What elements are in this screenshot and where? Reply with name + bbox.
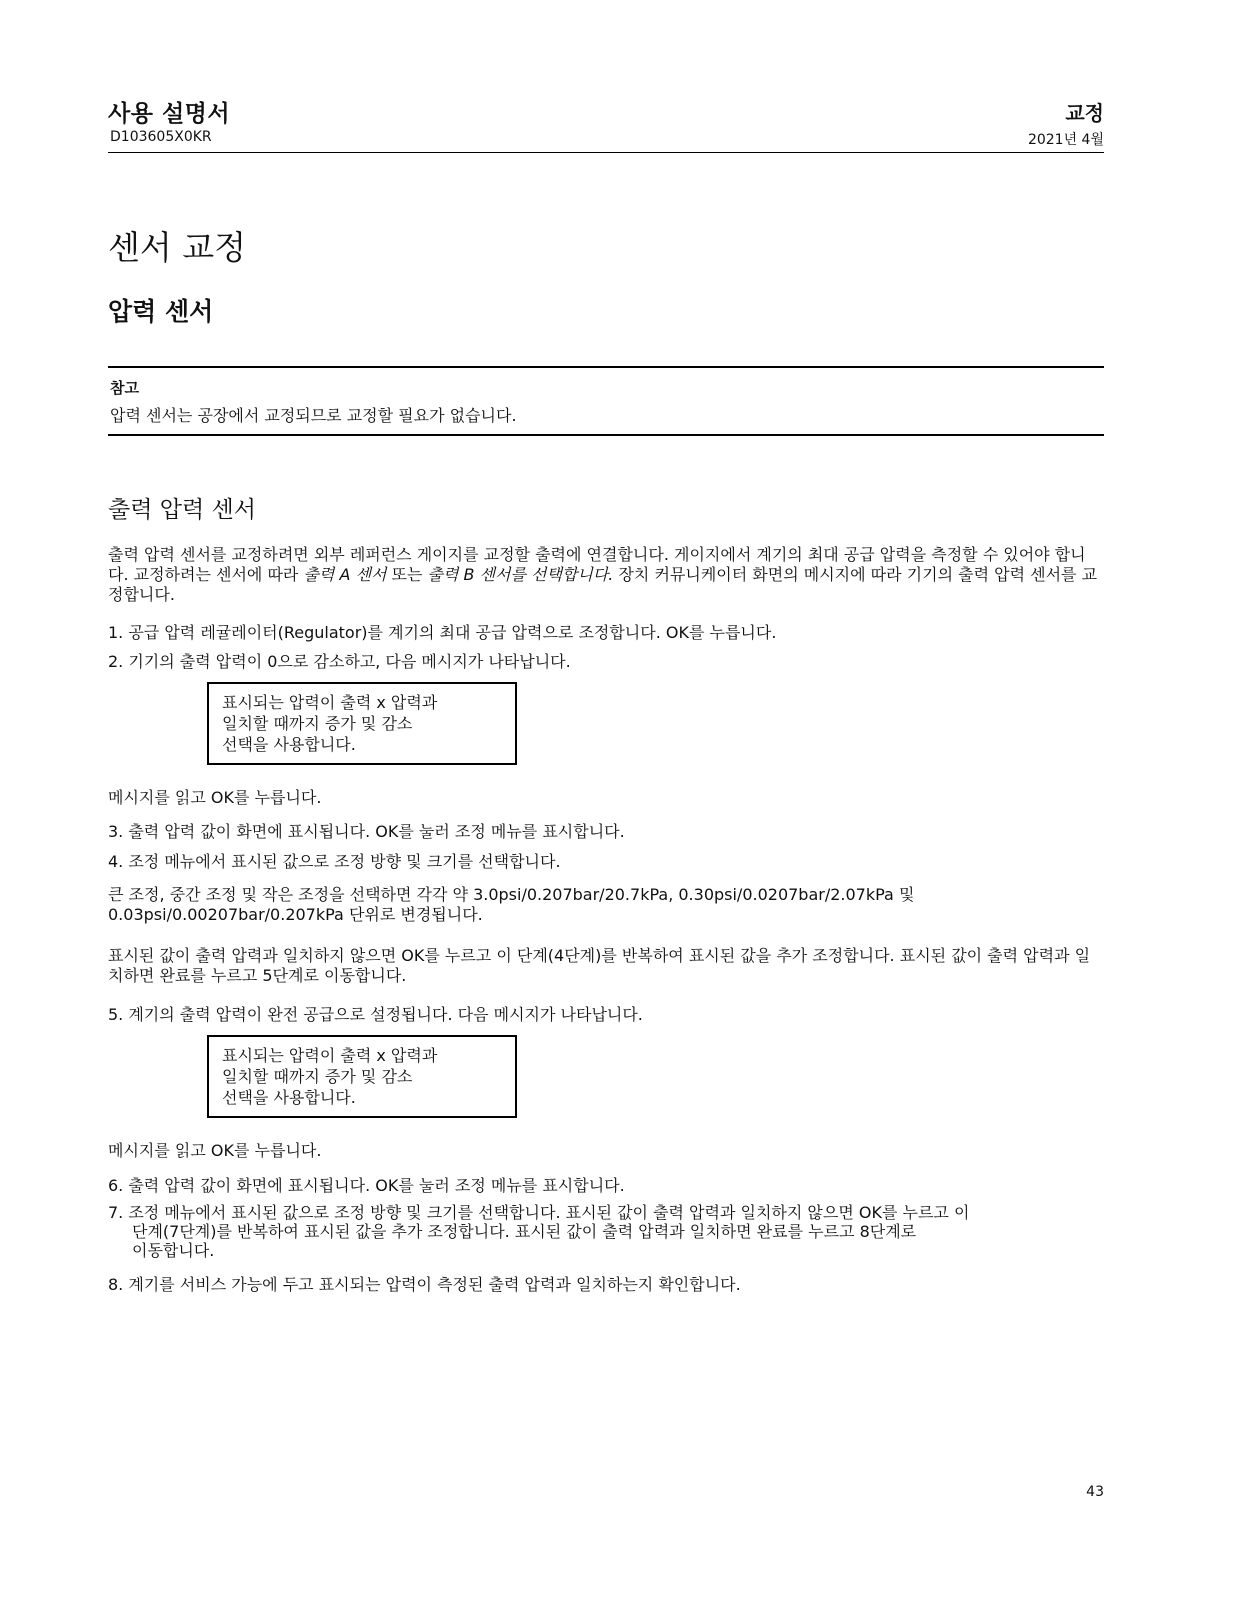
- page-number: 43: [1086, 1484, 1104, 1500]
- section-name: 교정: [1065, 101, 1104, 125]
- heading-output-pressure-sensor: 출력 압력 센서: [108, 497, 256, 523]
- intro-italic-output-b: 출력 B 센서를 선택합니다.: [427, 565, 614, 584]
- step-7-line: 단계(7단계)를 반복하여 표시된 값을 추가 조정합니다. 표시된 값이 출력 압력과 일치하면 완료를 누르고 8단계로: [132, 1222, 917, 1241]
- heading-sensor-calibration: 센서 교정: [108, 228, 247, 267]
- step-7-line: 7. 조정 메뉴에서 표시된 값으로 조정 방향 및 크기를 선택합니다. 표시된 값이 출력 압력과 일치하지 않으면 OK를 누르고 이: [108, 1203, 970, 1222]
- step-5: 5. 계기의 출력 압력이 완전 공급으로 설정됩니다. 다음 메시지가 나타납니다.: [108, 1005, 643, 1024]
- note-top-rule: [108, 366, 1104, 368]
- step-4: 4. 조정 메뉴에서 표시된 값으로 조정 방향 및 크기를 선택합니다.: [108, 852, 561, 871]
- read-ok-instruction-1: 메시지를 읽고 OK를 누릅니다.: [108, 788, 322, 807]
- heading-pressure-sensor: 압력 센서: [108, 297, 214, 326]
- manual-title: 사용 설명서: [108, 101, 231, 127]
- intro-text-1: 출력 압력 센서를 교정하려면 외부 레퍼런스 게이지를 교정할 출력에 연결합니다. 게이지에서 계기의 최대 공급 압력을 측정할 수 있어야 합니다. 교정하려는 센서에 따라: [108, 545, 1086, 584]
- step-3: 3. 출력 압력 값이 화면에 표시됩니다. OK를 눌러 조정 메뉴를 표시합니다.: [108, 822, 625, 841]
- step-7: [108, 1203, 1098, 1260]
- note-label: 참고: [110, 379, 139, 397]
- read-ok-instruction-2: 메시지를 읽고 OK를 누릅니다.: [108, 1141, 322, 1160]
- message-box-1: [207, 682, 517, 765]
- step-1: 1. 공급 압력 레귤레이터(Regulator)를 계기의 최대 공급 압력으로 조정합니다. OK를 누릅니다.: [108, 623, 777, 642]
- message-box-2: [207, 1035, 517, 1118]
- header-divider: [108, 152, 1104, 153]
- intro-paragraph: [108, 545, 1104, 605]
- publication-date: 2021년 4월: [1027, 132, 1104, 148]
- step-2: 2. 기기의 출력 압력이 0으로 감소하고, 다음 메시지가 나타납니다.: [108, 652, 571, 671]
- message-line: 일치할 때까지 증가 및 감소: [222, 1067, 413, 1086]
- document-number: D103605X0KR: [110, 129, 212, 145]
- adjustment-size-note: 큰 조정, 중간 조정 및 작은 조정을 선택하면 각각 약 3.0psi/0.207bar/20.7kPa, 0.30psi/0.0207bar/2.07kPa 및 0.03psi/0.00207bar/0.207kPa 단위로 변경됩니다.: [108, 885, 915, 924]
- message-line: 표시되는 압력이 출력 x 압력과: [222, 1046, 438, 1065]
- message-line: 선택을 사용합니다.: [222, 735, 356, 754]
- message-line: 표시되는 압력이 출력 x 압력과: [222, 693, 438, 712]
- note-text: 압력 센서는 공장에서 교정되므로 교정할 필요가 없습니다.: [110, 406, 517, 425]
- intro-text-3: 장치 커뮤니케이터 화면의 메시지에 따라 기기의 출력 압력 센서를 교정합니다.: [108, 565, 1098, 604]
- step-8: 8. 계기를 서비스 가능에 두고 표시되는 압력이 측정된 출력 압력과 일치하는지 확인합니다.: [108, 1275, 741, 1294]
- message-line: 선택을 사용합니다.: [222, 1088, 356, 1107]
- step-6: 6. 출력 압력 값이 화면에 표시됩니다. OK를 눌러 조정 메뉴를 표시합니다.: [108, 1176, 625, 1195]
- note-bottom-rule: [108, 434, 1104, 436]
- message-line: 일치할 때까지 증가 및 감소: [222, 714, 413, 733]
- intro-italic-output-a: 출력 A 센서: [303, 565, 387, 584]
- repeat-step-note: 표시된 값이 출력 압력과 일치하지 않으면 OK를 누르고 이 단계(4단계)를 반복하여 표시된 값을 추가 조정합니다. 표시된 값이 출력 압력과 일치하면 완료를 누르고 5단계로 이동합니다.: [108, 946, 1091, 985]
- step-7-line: 이동합니다.: [132, 1241, 215, 1260]
- intro-text-2: 또는: [386, 565, 428, 584]
